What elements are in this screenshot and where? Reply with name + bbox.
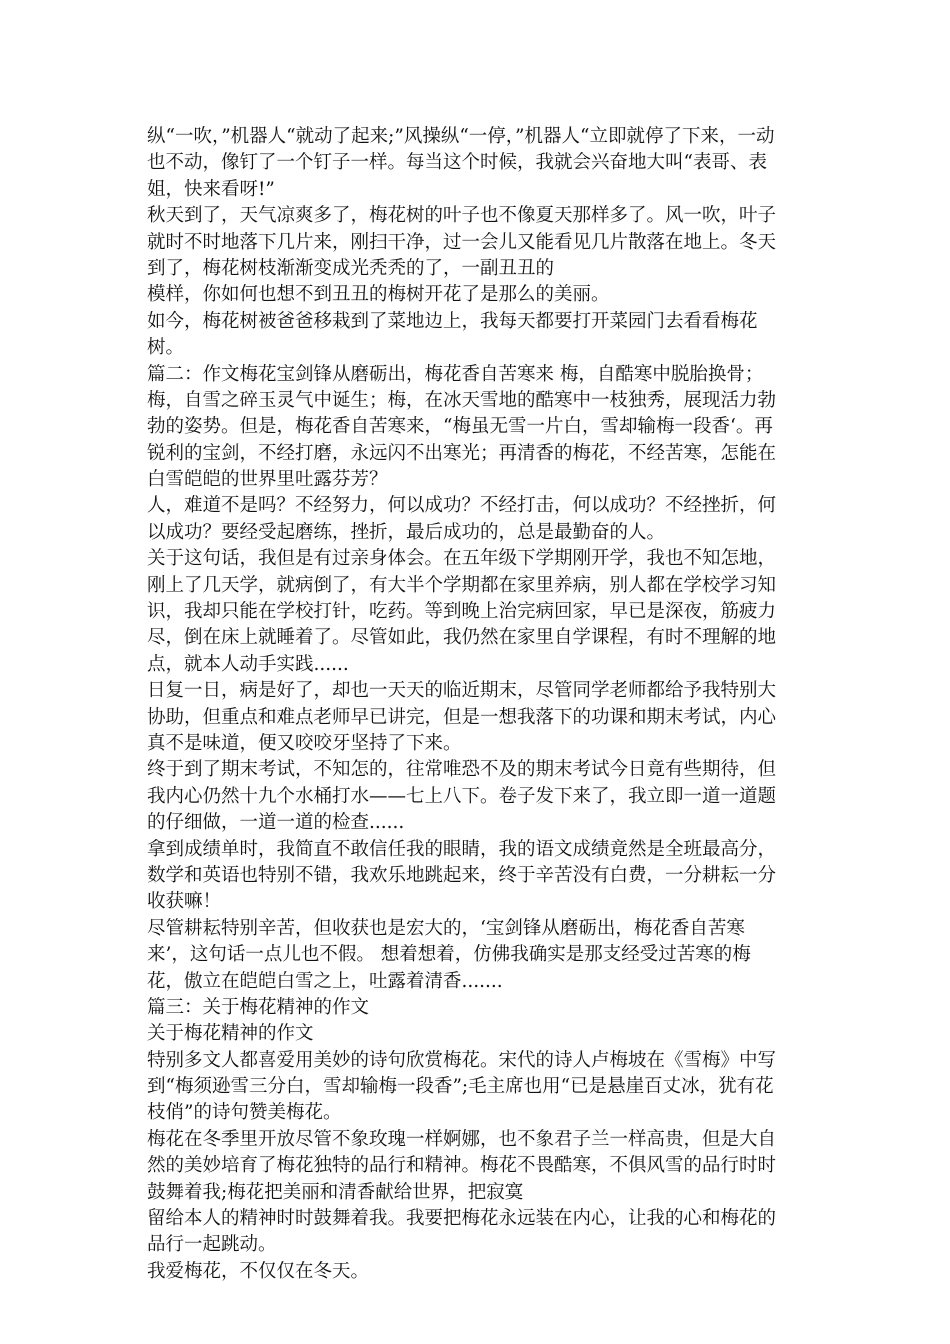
text-line: 花，傲立在皑皑白雪之上，吐露着清香....... — [147, 970, 503, 992]
section-title: 关于梅花精神的作文 — [147, 1023, 314, 1045]
text-line: 真不是味道，便又咬咬牙坚持了下来。 — [147, 732, 462, 754]
document-body — [147, 124, 812, 1285]
text-line: 的仔细做，一道一道的检查...... — [147, 812, 405, 834]
text-line: 数学和英语也特别不错，我欢乐地跳起来，终于辛苦没有白费，一分耕耘一分 — [147, 864, 777, 886]
text-line: 人，难道不是吗？不经努力，何以成功？不经打击，何以成功？不经挫折，何 — [147, 495, 777, 517]
text-line: 枝俏”的诗句赞美梅花。 — [147, 1102, 342, 1124]
text-line: 点，就本人动手实践...... — [147, 653, 349, 675]
text-line: 篇二：作文梅花宝剑锋从磨砺出，梅花香自苦寒来 梅，自酷寒中脱胎换骨； — [147, 363, 764, 385]
text-line: 锐利的宝剑，不经打磨，永远闪不出寒光；再清香的梅花，不经苦寒，怎能在 — [147, 442, 777, 464]
text-line: 识，我却只能在学校打针，吃药。等到晚上治完病回家，早已是深夜，筋疲力 — [147, 601, 777, 623]
section-heading: 篇三：关于梅花精神的作文 — [147, 996, 370, 1018]
text-line: 来’，这句话一点儿也不假。 想着想着，仿佛我确实是那支经受过苦寒的梅 — [147, 944, 751, 966]
text-line: 就时不时地落下几片来，刚扫干净，过一会儿又能看见几片散落在地上。冬天 — [147, 231, 777, 253]
text-line: 收获嘛！ — [147, 891, 222, 913]
text-line: 品行一起跳动。 — [147, 1234, 277, 1256]
text-line: 协助，但重点和难点老师早已讲完，但是一想我落下的功课和期末考试，内心 — [147, 706, 777, 728]
text-line: 我爱梅花，不仅仅在冬天。 — [147, 1260, 370, 1282]
text-line: 树。 — [147, 337, 185, 359]
text-line: 尽，倒在床上就睡着了。尽管如此，我仍然在家里自学课程，有时不理解的地 — [147, 627, 777, 649]
text-line: 纵“一吹，”机器人“就动了起来;”风操纵“一停，”机器人“立即就停了下来，一动 — [147, 126, 775, 147]
text-line: 勃的姿势。但是，梅花香自苦寒来，“梅虽无雪一片白，雪却输梅一段香‘。再 — [147, 416, 773, 438]
text-line: 以成功？要经受起磨练，挫折，最后成功的，总是最勤奋的人。 — [147, 521, 666, 543]
text-line: 我内心仍然十九个水桶打水——七上八下。卷子发下来了，我立即一道一道题 — [147, 785, 777, 807]
text-line: 梅，自雪之碎玉灵气中诞生；梅，在冰天雪地的酷寒中一枝独秀，展现活力勃 — [147, 389, 777, 411]
text-line: 尽管耕耘特别辛苦，但收获也是宏大的，‘宝剑锋从磨砺出，梅花香自苦寒 — [147, 917, 745, 939]
text-line: 也不动，像钉了一个钉子一样。每当这个时候，我就会兴奋地大叫“表哥、表 — [147, 152, 767, 174]
text-line: 特别多文人都喜爱用美妙的诗句欣赏梅花。宋代的诗人卢梅坡在《雪梅》中写 — [147, 1049, 777, 1071]
text-line: 关于这句话，我但是有过亲身体会。在五年级下学期刚开学，我也不知怎地， — [147, 548, 777, 570]
text-line: 拿到成绩单时，我简直不敢信任我的眼睛，我的语文成绩竟然是全班最高分， — [147, 838, 777, 860]
text-line: 日复一日，病是好了，却也一天天的临近期末，尽管同学老师都给予我特别大 — [147, 680, 777, 702]
text-line: 姐，快来看呀!” — [147, 178, 275, 200]
text-line: 到“梅须逊雪三分白，雪却输梅一段香”;毛主席也用“已是悬崖百丈冰，犹有花 — [147, 1076, 774, 1098]
text-line: 终于到了期末考试，不知怎的，往常唯恐不及的期末考试今日竟有些期待，但 — [147, 759, 777, 781]
text-line: 白雪皑皑的世界里吐露芬芳？ — [147, 469, 388, 491]
text-line: 留给本人的精神时时鼓舞着我。我要把梅花永远装在内心，让我的心和梅花的 — [147, 1208, 777, 1230]
text-line: 秋天到了，天气凉爽多了，梅花树的叶子也不像夏天那样多了。风一吹，叶子 — [147, 205, 777, 227]
text-line: 到了，梅花树枝渐渐变成光秃秃的了，一副丑丑的 — [147, 257, 555, 279]
text-line: 如今，梅花树被爸爸移栽到了菜地边上，我每天都要打开菜园门去看看梅花 — [147, 310, 758, 332]
text-line: 然的美妙培育了梅花独特的品行和精神。梅花不畏酷寒，不俱风雪的品行时时 — [147, 1155, 777, 1177]
text-line: 鼓舞着我;梅花把美丽和清香献给世界，把寂寞 — [147, 1181, 524, 1203]
text-line: 模样，你如何也想不到丑丑的梅树开花了是那么的美丽。 — [147, 284, 610, 306]
text-line: 梅花在冬季里开放尽管不象玫瑰一样婀娜，也不象君子兰一样高贵，但是大自 — [147, 1128, 777, 1150]
text-line: 刚上了几天学，就病倒了，有大半个学期都在家里养病，别人都在学校学习知 — [147, 574, 777, 596]
